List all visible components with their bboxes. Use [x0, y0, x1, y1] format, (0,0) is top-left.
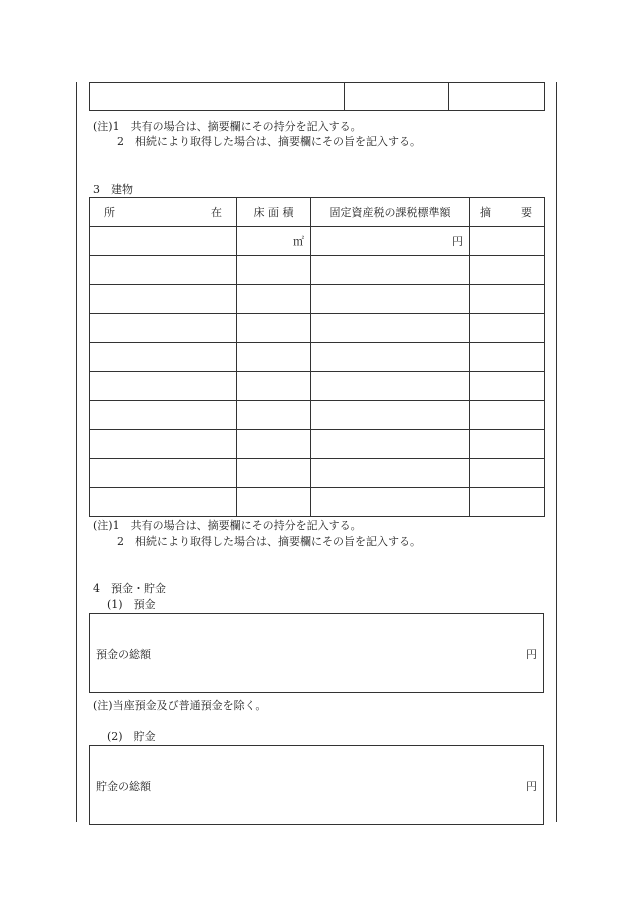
left-border-line — [76, 82, 77, 822]
table-row — [90, 401, 545, 430]
table-cell[interactable] — [90, 227, 237, 256]
table-cell[interactable] — [470, 227, 545, 256]
table-cell[interactable] — [90, 488, 237, 517]
land-table-tail — [89, 82, 545, 111]
table-cell[interactable] — [470, 314, 545, 343]
table-cell[interactable] — [90, 256, 237, 285]
deposit-total-box[interactable] — [89, 613, 544, 693]
note-inheritance: 2 相続により取得した場合は、摘要欄にその旨を記入する。 — [117, 135, 421, 148]
table-row — [90, 256, 545, 285]
table-cell[interactable] — [311, 488, 470, 517]
table-cell[interactable] — [311, 256, 470, 285]
table-cell[interactable] — [311, 372, 470, 401]
buildings-table — [89, 197, 545, 517]
table-cell[interactable] — [237, 459, 311, 488]
savings-total-unit: 円 — [526, 780, 537, 793]
note-deposit-exclusion: (注)当座預金及び普通預金を除く。 — [93, 699, 267, 712]
table-cell[interactable] — [311, 401, 470, 430]
table-cell[interactable] — [90, 343, 237, 372]
table-cell[interactable] — [237, 372, 311, 401]
table-cell[interactable] — [470, 488, 545, 517]
savings-total-box[interactable] — [89, 745, 544, 825]
deposit-total-label: 預金の総額 — [96, 648, 151, 661]
table-cell[interactable] — [470, 430, 545, 459]
table-cell[interactable] — [90, 401, 237, 430]
tax-base-unit: 円 — [311, 227, 470, 256]
table-cell[interactable] — [237, 285, 311, 314]
subsection-deposit-title: (1) 預金 — [107, 598, 156, 611]
header-floor-area: 床 面 積 — [237, 198, 311, 227]
note-co-ownership: (注)1 共有の場合は、摘要欄にその持分を記入する。 — [93, 120, 362, 133]
table-cell[interactable] — [237, 488, 311, 517]
table-cell[interactable] — [345, 83, 449, 111]
table-row — [90, 314, 545, 343]
subsection-savings-title: (2) 貯金 — [107, 730, 156, 743]
header-remarks: 摘 要 — [470, 198, 545, 227]
table-cell[interactable] — [90, 459, 237, 488]
note-inheritance: 2 相続により取得した場合は、摘要欄にその旨を記入する。 — [117, 535, 421, 548]
floor-area-unit: ㎡ — [237, 227, 311, 256]
table-cell[interactable] — [237, 256, 311, 285]
right-border-line — [556, 82, 557, 822]
table-row — [90, 227, 545, 256]
table-cell[interactable] — [311, 314, 470, 343]
table-cell[interactable] — [470, 285, 545, 314]
table-cell[interactable] — [90, 372, 237, 401]
table-row — [90, 285, 545, 314]
table-cell[interactable] — [237, 401, 311, 430]
table-row — [90, 343, 545, 372]
table-cell[interactable] — [470, 343, 545, 372]
table-row — [90, 430, 545, 459]
table-cell[interactable] — [237, 343, 311, 372]
table-cell[interactable] — [90, 285, 237, 314]
header-tax-base: 固定資産税の課税標準額 — [311, 198, 470, 227]
table-cell[interactable] — [470, 372, 545, 401]
table-cell[interactable] — [311, 343, 470, 372]
table-cell[interactable] — [470, 401, 545, 430]
table-cell[interactable] — [237, 314, 311, 343]
table-cell[interactable] — [90, 83, 345, 111]
table-cell[interactable] — [90, 314, 237, 343]
table-cell[interactable] — [311, 459, 470, 488]
table-row — [90, 488, 545, 517]
table-cell[interactable] — [237, 430, 311, 459]
table-cell[interactable] — [90, 430, 237, 459]
savings-total-label: 貯金の総額 — [96, 780, 151, 793]
table-cell[interactable] — [311, 430, 470, 459]
table-cell[interactable] — [470, 459, 545, 488]
section-buildings-title: 3 建物 — [93, 183, 133, 196]
deposit-total-unit: 円 — [526, 648, 537, 661]
table-row — [90, 372, 545, 401]
header-location: 所 在 — [90, 198, 237, 227]
table-header-row — [90, 198, 545, 227]
table-cell[interactable] — [311, 285, 470, 314]
table-cell[interactable] — [449, 83, 545, 111]
section-deposits-title: 4 預金・貯金 — [93, 582, 166, 595]
table-row — [90, 459, 545, 488]
table-row — [90, 83, 545, 111]
note-co-ownership: (注)1 共有の場合は、摘要欄にその持分を記入する。 — [93, 519, 362, 532]
table-cell[interactable] — [470, 256, 545, 285]
